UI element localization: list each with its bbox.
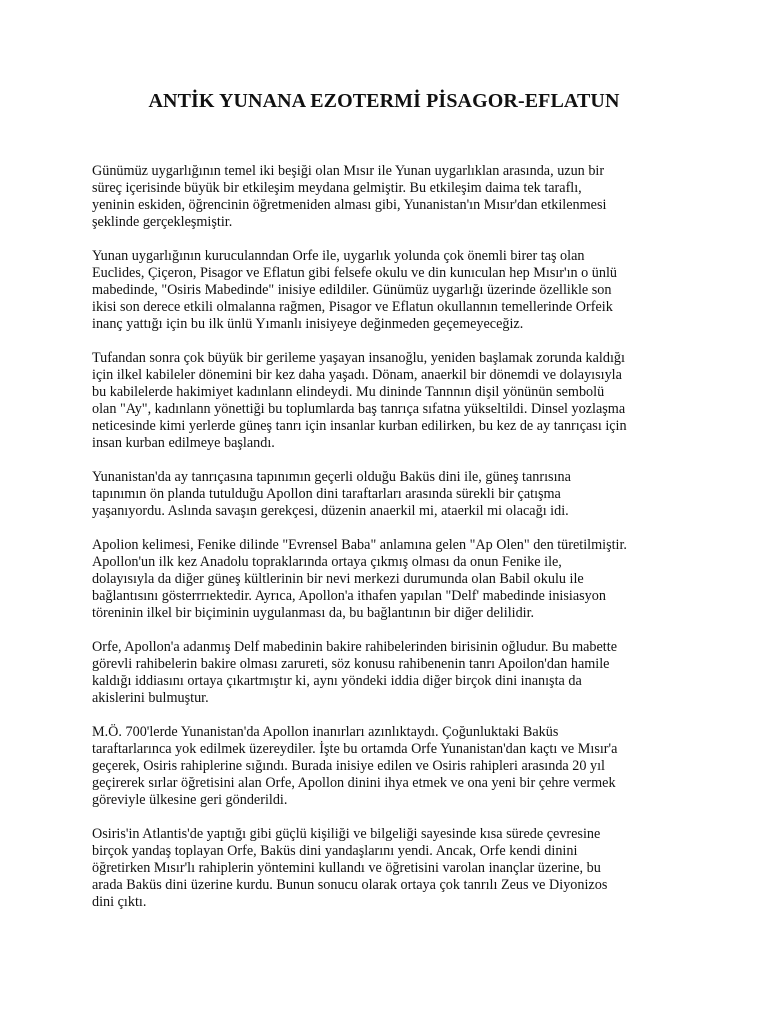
paragraph-7: M.Ö. 700'lerde Yunanistan'da Apollon inanırları azınlıktaydı. Çoğunluktaki Baküs taraftarlarınca yok edilmek üzereydiler. İşte bu ortamda Orfe Yunanistan'dan kaçtı ve Mısır'a geçerek, Osiris rahiplerine sığındı. Burada inisiye edilen ve Osiris rahipleri arasında 20 yıl geçirerek sırlar öğretisini alan Orfe, Apollon dinini ihya etmek ve ona yeni bir çehre vermek göreviyle ülkesine geri gönderildi. (92, 724, 618, 808)
paragraph-2: Yunan uygarlığının kuruculanndan Orfe ile, uygarlık yolunda çok önemli birer taş olan Euclides, Çiçeron, Pisagor ve Eflatun gibi felsefe okulu ve din kunıculan hep Mısır'ın o ünlü mabedinde, "Osiris Mabedinde" inisiye edildiler. Günümüz uygarlığı üzerinde özellikle son ikisi son derece etkili olmalanna rağmen, Pisagor ve Eflatun okullannın temellerinde Orfeik inanç yattığı için bu ilk ünlü Yımanlı inisiyeye değinmeden geçemeyeceğiz. (92, 248, 618, 332)
paragraph-6: Orfe, Apollon'a adanmış Delf mabedinin bakire rahibelerinden birisinin oğludur. Bu mabette görevli rahibelerin bakire olması zarureti, söz konusu rahibenenin tanrı Apoilon'dan hamile kaldığı iddiasını ortaya çıkartmıştır ki, aynı yöndeki iddia diğer birçok dini inanışta da akislerini bulmuştur. (92, 639, 617, 706)
paragraph-5: Apolion kelimesi, Fenike dilinde "Evrensel Baba" anlamına gelen "Ap Olen" den türetilmiştir. Apollon'un ilk kez Anadolu topraklarında ortaya çıkmış olması da onun Fenike ile, dolayısıyla da diğer güneş kültlerinin bir nevi merkezi durumunda olan Babil okulu ile bağlantısını gösterrrıektedir. Ayrıca, Apollon'a ithafen yapılan "Delf' mabedinde inisiasyon töreninin ilkel bir biçiminin uygulanması da, bu bağlantının bir diğer delilidir. (92, 537, 627, 621)
document-title: ANTİK YUNANA EZOTERMİ PİSAGOR-EFLATUN (148, 90, 620, 112)
document-body (92, 163, 688, 928)
paragraph-3: Tufandan sonra çok büyük bir gerileme yaşayan insanoğlu, yeniden başlamak zorunda kaldığı için ilkel kabileler dönemini bir kez daha yaşadı. Dönam, anaerkil bir dönemdi ve dolayısıyla bu kabilelerde hakimiyet kadınlann elindeydi. Mu dininde Tannnın dişil yönünün sembolü olan "Ay", kadınlann yönettiği bu toplumlarda baş tanrıça sıfatna yükseltildi. Dinsel yozlaşma neticesinde kimi yerlerde güneş tanrı için insanlar kurban edilirken, bu kez de ay tanrıçası için insan kurban edilmeye başlandı. (92, 350, 627, 451)
paragraph-8: Osiris'in Atlantis'de yaptığı gibi güçlü kişiliği ve bilgeliği sayesinde kısa sürede çevresine birçok yandaş toplayan Orfe, Baküs dini yandaşlarını yendi. Ancak, Orfe kendi dinini öğretirken Mısır'lı rahiplerin yöntemini kullandı ve öğretisini varolan inançlar üzerine, bu arada Baküs dini üzerine kurdu. Bunun sonucu olarak ortaya çok tanrılı Zeus ve Diyonizos dini çıktı. (92, 826, 608, 910)
paragraph-4: Yunanistan'da ay tanrıçasına tapınımın geçerli olduğu Baküs dini ile, güneş tanrısına tapınımın ön planda tutulduğu Apollon dini taraftarları arasında sürekli bir çatışma yaşanıyordu. Aslında savaşın gerekçesi, düzenin anaerkil mi, ataerkil mi olacağı idi. (92, 469, 571, 519)
paragraph-1: Günümüz uygarlığının temel iki beşiği olan Mısır ile Yunan uygarlıklan arasında, uzun bir süreç içerisinde büyük bir etkileşim meydana gelmiştir. Bu etkileşim daima tek taraflı, yeninin eskiden, öğrencinin öğretmeniden alması gibi, Yunanistan'ın Mısır'dan etkilenmesi şeklinde gerçekleşmiştir. (92, 163, 607, 230)
